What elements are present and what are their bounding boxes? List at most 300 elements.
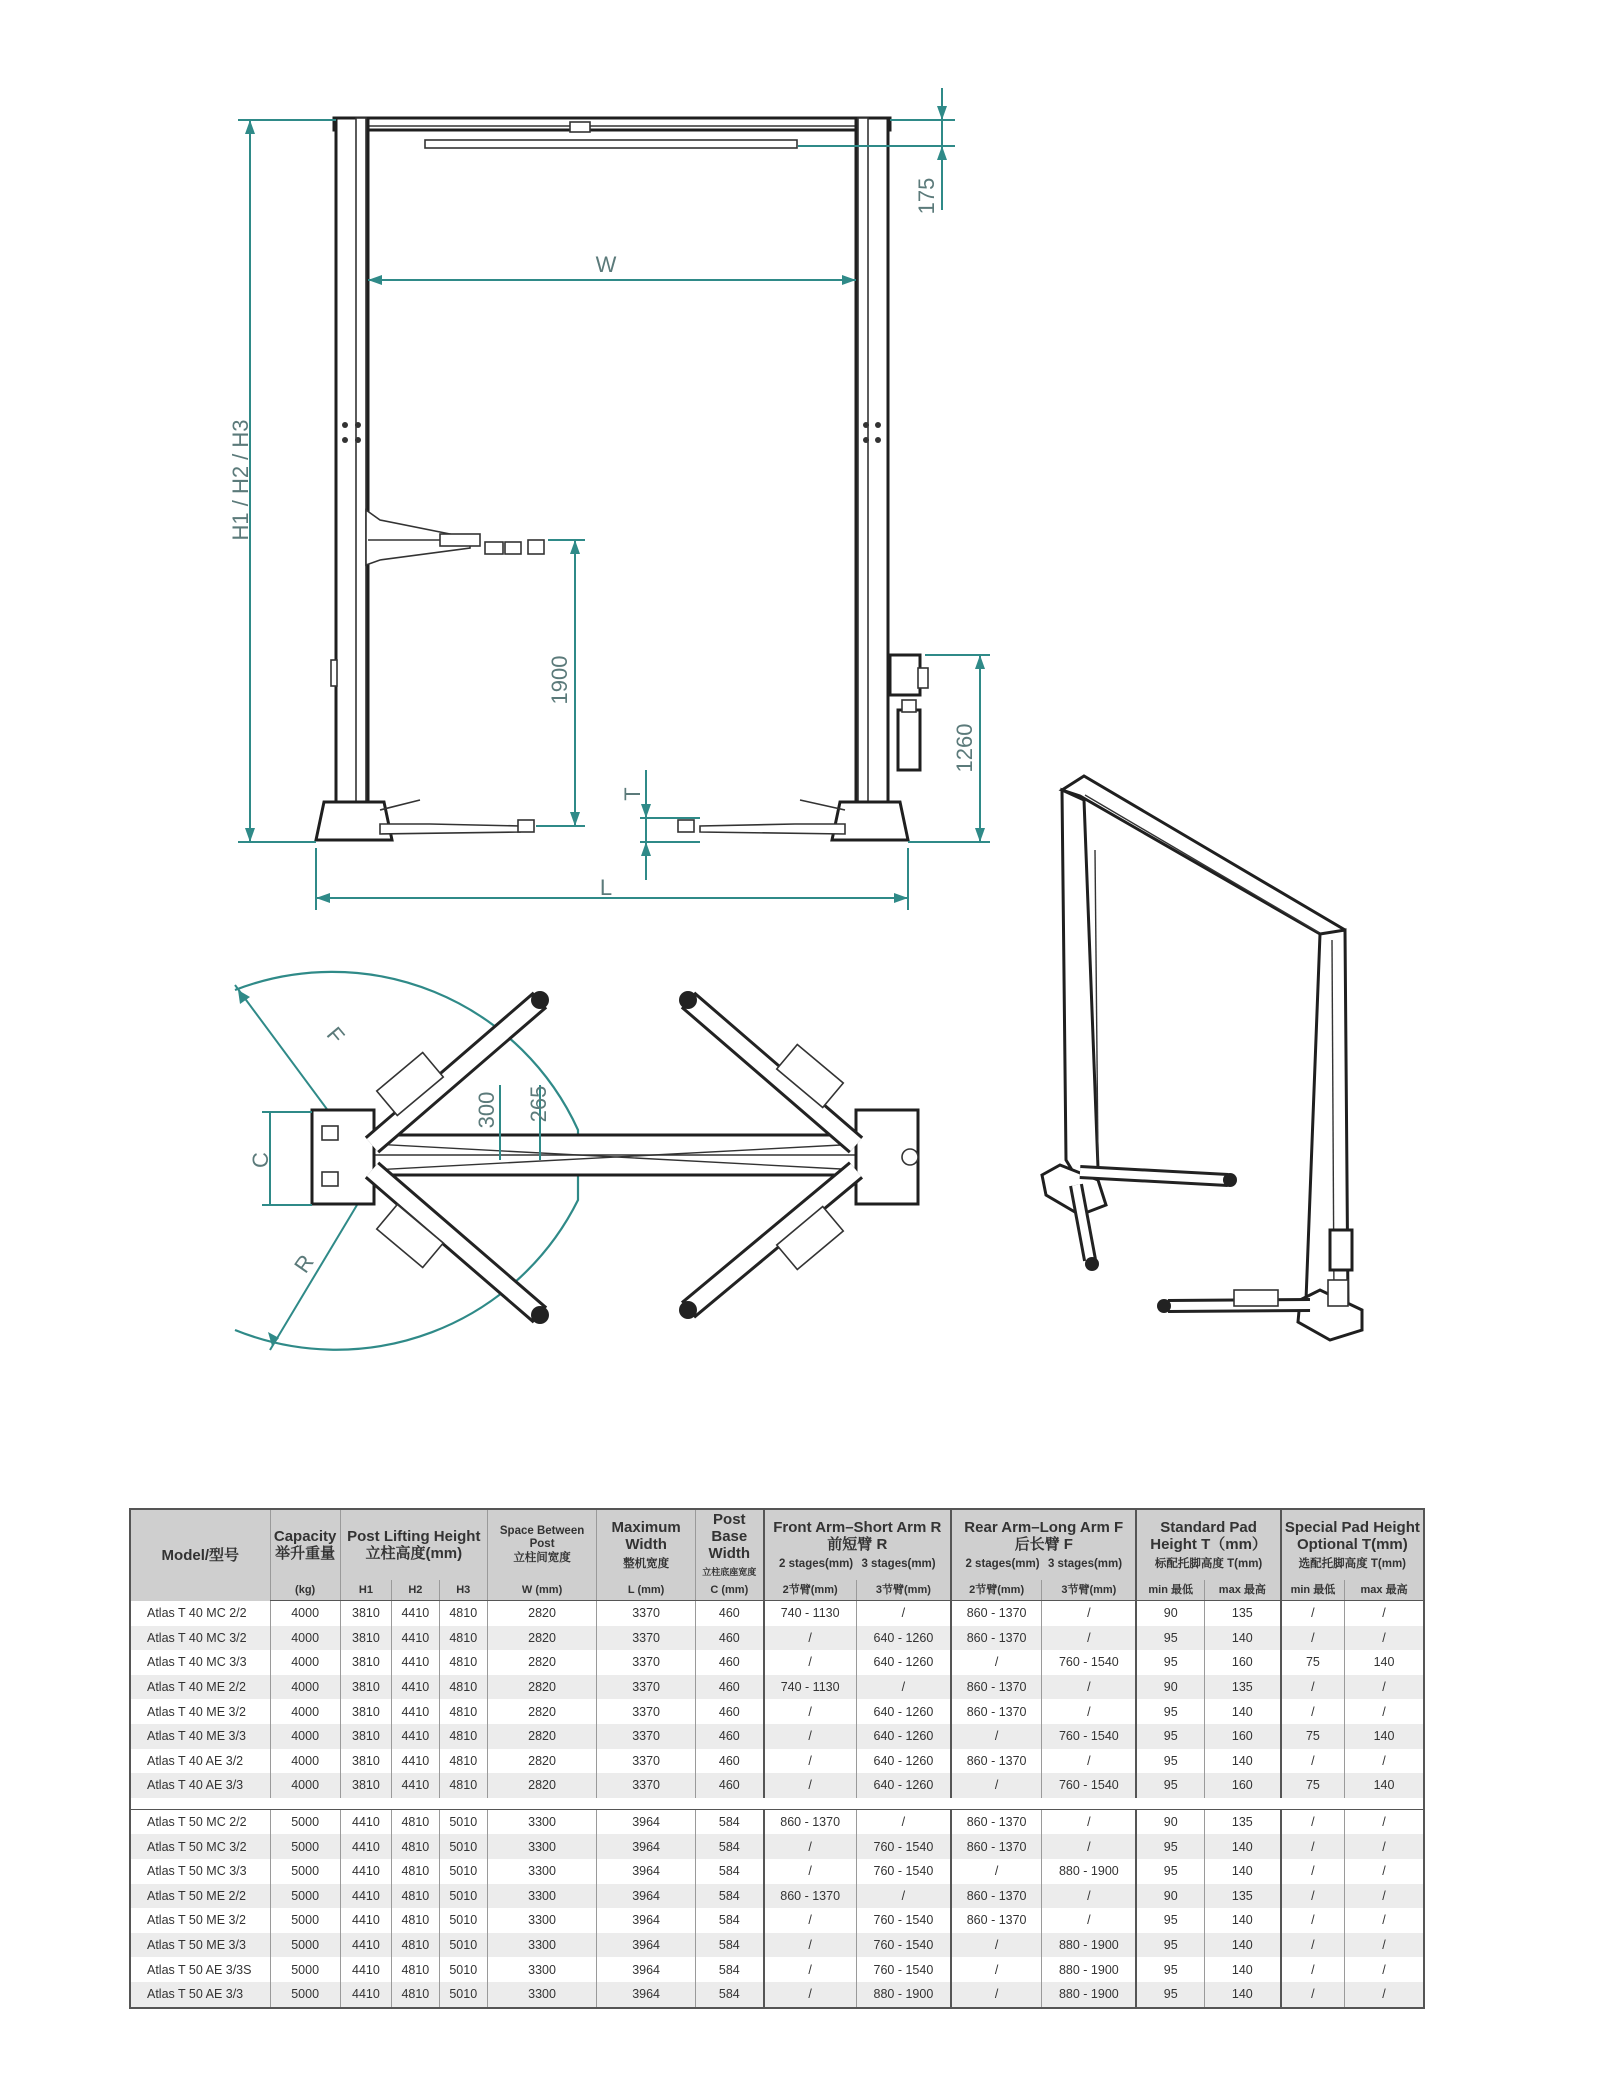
- table-cell: 4000: [270, 1675, 340, 1700]
- table-row: [130, 1749, 1424, 1774]
- dim-175-label: 175: [914, 177, 939, 215]
- table-cell: /: [1345, 1884, 1424, 1909]
- table-cell: 135: [1204, 1675, 1280, 1700]
- unit-h1: H1: [340, 1580, 392, 1601]
- table-cell: 860 - 1370: [764, 1809, 857, 1834]
- table-cell: 4410: [340, 1834, 392, 1859]
- table-cell: /: [1281, 1933, 1345, 1958]
- table-cell: 3810: [340, 1675, 392, 1700]
- table-cell: 584: [696, 1884, 764, 1909]
- table-cell: /: [951, 1982, 1042, 2008]
- table-cell: /: [1345, 1601, 1424, 1626]
- table-cell: /: [951, 1724, 1042, 1749]
- table-row: [130, 1724, 1424, 1749]
- model-cell: Atlas T 50 ME 3/2: [130, 1908, 270, 1933]
- table-cell: 90: [1136, 1809, 1204, 1834]
- table-cell: /: [856, 1601, 951, 1626]
- table-cell: 860 - 1370: [951, 1834, 1042, 1859]
- table-cell: /: [1281, 1957, 1345, 1982]
- table-cell: /: [856, 1675, 951, 1700]
- table-cell: 4810: [439, 1699, 487, 1724]
- table-cell: /: [951, 1650, 1042, 1675]
- lower-right-arm: [678, 800, 845, 834]
- table-cell: 4810: [392, 1982, 439, 2008]
- table-cell: 4410: [392, 1699, 439, 1724]
- table-cell: 860 - 1370: [951, 1699, 1042, 1724]
- table-cell: /: [1281, 1626, 1345, 1651]
- table-cell: /: [1042, 1884, 1137, 1909]
- table-cell: 2820: [487, 1601, 596, 1626]
- table-cell: /: [764, 1749, 857, 1774]
- spec-table: [129, 1508, 1425, 2009]
- table-cell: 2820: [487, 1650, 596, 1675]
- table-row: [130, 1650, 1424, 1675]
- table-cell: 3370: [597, 1601, 696, 1626]
- table-cell: 3964: [597, 1809, 696, 1834]
- table-cell: 4810: [439, 1773, 487, 1798]
- col-max-width: Maximum Width 整机宽度: [597, 1509, 696, 1580]
- table-cell: /: [1281, 1859, 1345, 1884]
- table-cell: 860 - 1370: [951, 1749, 1042, 1774]
- table-cell: 4410: [392, 1675, 439, 1700]
- table-cell: 584: [696, 1982, 764, 2008]
- table-cell: 2820: [487, 1675, 596, 1700]
- table-cell: /: [1281, 1699, 1345, 1724]
- table-cell: 4410: [392, 1650, 439, 1675]
- table-cell: 760 - 1540: [856, 1834, 951, 1859]
- table-cell: /: [1281, 1834, 1345, 1859]
- table-cell: 135: [1204, 1601, 1280, 1626]
- table-cell: 95: [1136, 1957, 1204, 1982]
- table-cell: 95: [1136, 1933, 1204, 1958]
- table-cell: 2820: [487, 1749, 596, 1774]
- table-cell: 4410: [392, 1724, 439, 1749]
- col-space-between-post: Space Between Post 立柱间宽度: [487, 1509, 596, 1580]
- table-cell: 3370: [597, 1773, 696, 1798]
- table-cell: 4000: [270, 1724, 340, 1749]
- table-cell: 880 - 1900: [1042, 1933, 1137, 1958]
- table-cell: 4810: [392, 1957, 439, 1982]
- table-cell: 5010: [439, 1884, 487, 1909]
- shutoff-bar: [425, 140, 797, 148]
- table-cell: 4410: [340, 1809, 392, 1834]
- table-cell: 460: [696, 1601, 764, 1626]
- table-cell: 584: [696, 1834, 764, 1859]
- dim-r-label: R: [289, 1250, 319, 1278]
- table-cell: 140: [1204, 1626, 1280, 1651]
- table-cell: 3370: [597, 1699, 696, 1724]
- table-cell: 860 - 1370: [951, 1601, 1042, 1626]
- table-cell: 3964: [597, 1908, 696, 1933]
- table-cell: 3300: [487, 1933, 596, 1958]
- table-cell: 460: [696, 1749, 764, 1774]
- table-cell: 4810: [392, 1884, 439, 1909]
- table-cell: 95: [1136, 1834, 1204, 1859]
- model-cell: Atlas T 50 ME 2/2: [130, 1884, 270, 1909]
- table-cell: 860 - 1370: [951, 1908, 1042, 1933]
- table-cell: 140: [1204, 1982, 1280, 2008]
- table-cell: 160: [1204, 1724, 1280, 1749]
- table-cell: 5000: [270, 1809, 340, 1834]
- table-cell: 740 - 1130: [764, 1675, 857, 1700]
- table-cell: 95: [1136, 1749, 1204, 1774]
- table-cell: 4410: [340, 1859, 392, 1884]
- model-cell: Atlas T 40 ME 2/2: [130, 1675, 270, 1700]
- table-cell: /: [764, 1908, 857, 1933]
- unit-kg: (kg): [270, 1580, 340, 1601]
- table-cell: 3810: [340, 1699, 392, 1724]
- col-capacity: Capacity 举升重量: [270, 1509, 340, 1580]
- dim-l-label: L: [599, 875, 613, 900]
- table-cell: 95: [1136, 1908, 1204, 1933]
- model-cell: Atlas T 40 MC 2/2: [130, 1601, 270, 1626]
- table-cell: 5000: [270, 1884, 340, 1909]
- table-cell: 95: [1136, 1773, 1204, 1798]
- table-cell: /: [951, 1933, 1042, 1958]
- table-cell: 140: [1204, 1933, 1280, 1958]
- model-cell: Atlas T 50 AE 3/3S: [130, 1957, 270, 1982]
- table-cell: 4000: [270, 1626, 340, 1651]
- table-cell: 90: [1136, 1601, 1204, 1626]
- table-cell: 4810: [392, 1933, 439, 1958]
- unit-h3: H3: [439, 1580, 487, 1601]
- dim-c-label: C: [248, 1152, 273, 1168]
- table-cell: 4810: [439, 1675, 487, 1700]
- table-cell: 3370: [597, 1749, 696, 1774]
- table-cell: 5000: [270, 1933, 340, 1958]
- table-cell: 4410: [340, 1908, 392, 1933]
- table-cell: 140: [1204, 1908, 1280, 1933]
- table-cell: 3810: [340, 1626, 392, 1651]
- model-cell: Atlas T 50 MC 3/2: [130, 1834, 270, 1859]
- table-cell: 460: [696, 1650, 764, 1675]
- table-cell: 3964: [597, 1884, 696, 1909]
- col-standard-pad: Standard Pad Height T（mm） 标配托脚高度 T(mm): [1136, 1509, 1280, 1580]
- table-cell: /: [1281, 1982, 1345, 2008]
- lower-left-arm: [380, 800, 534, 834]
- dim-f-label: F: [321, 1021, 350, 1049]
- table-cell: 2820: [487, 1773, 596, 1798]
- table-cell: /: [1345, 1749, 1424, 1774]
- table-row: [130, 1699, 1424, 1724]
- table-cell: /: [1345, 1957, 1424, 1982]
- table-cell: 760 - 1540: [1042, 1724, 1137, 1749]
- table-cell: 460: [696, 1675, 764, 1700]
- table-cell: 135: [1204, 1884, 1280, 1909]
- top-view: [235, 972, 918, 1350]
- table-cell: 3964: [597, 1834, 696, 1859]
- table-cell: /: [1042, 1908, 1137, 1933]
- unit-l: L (mm): [597, 1580, 696, 1601]
- table-cell: 640 - 1260: [856, 1749, 951, 1774]
- table-row: [130, 1859, 1424, 1884]
- table-cell: 95: [1136, 1724, 1204, 1749]
- unit-rear-2: 2节臂(mm): [951, 1580, 1042, 1601]
- table-cell: 4000: [270, 1699, 340, 1724]
- table-cell: 140: [1345, 1650, 1424, 1675]
- table-row: [130, 1957, 1424, 1982]
- table-cell: /: [1042, 1601, 1137, 1626]
- table-cell: /: [1042, 1699, 1137, 1724]
- table-row: [130, 1933, 1424, 1958]
- table-cell: 3300: [487, 1957, 596, 1982]
- table-cell: 460: [696, 1699, 764, 1724]
- dim-t-label: T: [620, 787, 645, 801]
- table-cell: 3300: [487, 1834, 596, 1859]
- table-cell: 3964: [597, 1859, 696, 1884]
- table-row: [130, 1626, 1424, 1651]
- table-cell: /: [1345, 1908, 1424, 1933]
- table-cell: /: [951, 1773, 1042, 1798]
- table-cell: 90: [1136, 1884, 1204, 1909]
- unit-front-2: 2节臂(mm): [764, 1580, 857, 1601]
- col-rear-arm: Rear Arm–Long Arm F 后长臂 F 2 stages(mm) 3 stages(mm): [951, 1509, 1136, 1580]
- table-cell: 5000: [270, 1859, 340, 1884]
- table-row: [130, 1601, 1424, 1626]
- col-base-width: Post Base Width 立柱底座宽度: [696, 1509, 764, 1580]
- isometric-view: [1042, 776, 1362, 1340]
- table-cell: 2820: [487, 1699, 596, 1724]
- table-cell: 880 - 1900: [1042, 1859, 1137, 1884]
- table-cell: 640 - 1260: [856, 1699, 951, 1724]
- table-cell: 4410: [392, 1626, 439, 1651]
- table-cell: 3300: [487, 1809, 596, 1834]
- table-cell: 95: [1136, 1626, 1204, 1651]
- table-cell: /: [764, 1933, 857, 1958]
- table-cell: 4410: [340, 1884, 392, 1909]
- table-cell: 75: [1281, 1724, 1345, 1749]
- table-cell: 3810: [340, 1773, 392, 1798]
- table-cell: 880 - 1900: [1042, 1957, 1137, 1982]
- table-cell: 140: [1345, 1773, 1424, 1798]
- table-cell: 4410: [392, 1749, 439, 1774]
- table-cell: 3810: [340, 1650, 392, 1675]
- table-cell: 4410: [340, 1933, 392, 1958]
- table-cell: 860 - 1370: [951, 1809, 1042, 1834]
- model-cell: Atlas T 40 AE 3/2: [130, 1749, 270, 1774]
- model-cell: Atlas T 40 ME 3/2: [130, 1699, 270, 1724]
- table-cell: 5000: [270, 1982, 340, 2008]
- table-cell: 460: [696, 1724, 764, 1749]
- table-cell: 3810: [340, 1601, 392, 1626]
- table-row: [130, 1834, 1424, 1859]
- table-cell: 860 - 1370: [764, 1884, 857, 1909]
- table-cell: 860 - 1370: [951, 1675, 1042, 1700]
- table-cell: /: [1345, 1933, 1424, 1958]
- table-cell: 4810: [439, 1749, 487, 1774]
- table-cell: /: [764, 1773, 857, 1798]
- spec-group-t50: [130, 1798, 1424, 2008]
- table-cell: 5010: [439, 1933, 487, 1958]
- table-cell: 4410: [392, 1601, 439, 1626]
- table-cell: 5010: [439, 1859, 487, 1884]
- model-cell: Atlas T 40 MC 3/2: [130, 1626, 270, 1651]
- table-row: [130, 1809, 1424, 1834]
- table-cell: 5000: [270, 1908, 340, 1933]
- col-special-pad: Special Pad Height Optional T(mm) 选配托脚高度 T(mm): [1281, 1509, 1424, 1580]
- unit-front-3: 3节臂(mm): [856, 1580, 951, 1601]
- model-cell: Atlas T 50 MC 3/3: [130, 1859, 270, 1884]
- table-cell: 860 - 1370: [951, 1626, 1042, 1651]
- table-cell: 860 - 1370: [951, 1884, 1042, 1909]
- unit-std-min: min 最低: [1136, 1580, 1204, 1601]
- table-cell: /: [764, 1982, 857, 2008]
- table-cell: 4810: [392, 1834, 439, 1859]
- table-cell: 4810: [392, 1908, 439, 1933]
- table-cell: 5010: [439, 1834, 487, 1859]
- table-cell: 640 - 1260: [856, 1724, 951, 1749]
- table-cell: 584: [696, 1809, 764, 1834]
- table-cell: 3370: [597, 1675, 696, 1700]
- table-cell: /: [1281, 1884, 1345, 1909]
- dim-265-label: 265: [526, 1085, 551, 1123]
- table-cell: 4810: [392, 1809, 439, 1834]
- table-cell: 4410: [340, 1982, 392, 2008]
- left-plate: [312, 1110, 374, 1204]
- group-separator: [130, 1798, 1424, 1810]
- dim-h-label: H1 / H2 / H3: [228, 419, 253, 541]
- table-row: [130, 1982, 1424, 2008]
- model-cell: Atlas T 50 ME 3/3: [130, 1933, 270, 1958]
- model-cell: Atlas T 50 AE 3/3: [130, 1982, 270, 2008]
- unit-std-max: max 最高: [1204, 1580, 1280, 1601]
- col-front-arm: Front Arm–Short Arm R 前短臂 R 2 stages(mm) 3 stages(mm): [764, 1509, 952, 1580]
- table-cell: 3964: [597, 1982, 696, 2008]
- table-cell: 584: [696, 1933, 764, 1958]
- table-cell: /: [1042, 1675, 1137, 1700]
- table-cell: 3370: [597, 1724, 696, 1749]
- table-cell: 90: [1136, 1675, 1204, 1700]
- table-cell: 4410: [392, 1773, 439, 1798]
- table-cell: /: [764, 1650, 857, 1675]
- table-cell: 4000: [270, 1601, 340, 1626]
- table-cell: 3300: [487, 1982, 596, 2008]
- table-cell: 5010: [439, 1982, 487, 2008]
- table-cell: 4000: [270, 1773, 340, 1798]
- table-cell: 160: [1204, 1773, 1280, 1798]
- model-cell: Atlas T 40 AE 3/3: [130, 1773, 270, 1798]
- table-cell: 460: [696, 1773, 764, 1798]
- table-cell: 880 - 1900: [1042, 1982, 1137, 2008]
- unit-rear-3: 3节臂(mm): [1042, 1580, 1137, 1601]
- table-cell: /: [1281, 1749, 1345, 1774]
- col-lift-height: Post Lifting Height 立柱高度(mm): [340, 1509, 487, 1580]
- table-cell: /: [764, 1626, 857, 1651]
- table-cell: 4810: [439, 1724, 487, 1749]
- model-cell: Atlas T 50 MC 2/2: [130, 1809, 270, 1834]
- table-cell: 5010: [439, 1809, 487, 1834]
- table-cell: 95: [1136, 1982, 1204, 2008]
- table-cell: /: [1281, 1908, 1345, 1933]
- table-cell: 140: [1204, 1834, 1280, 1859]
- table-cell: /: [1345, 1626, 1424, 1651]
- table-cell: /: [1345, 1675, 1424, 1700]
- table-cell: /: [764, 1859, 857, 1884]
- table-cell: 95: [1136, 1859, 1204, 1884]
- front-view: [228, 88, 990, 910]
- table-cell: /: [1345, 1982, 1424, 2008]
- table-cell: 640 - 1260: [856, 1650, 951, 1675]
- table-cell: 140: [1345, 1724, 1424, 1749]
- col-model: Model/型号: [130, 1509, 270, 1601]
- table-cell: 140: [1204, 1957, 1280, 1982]
- table-cell: 3370: [597, 1650, 696, 1675]
- table-cell: 760 - 1540: [1042, 1650, 1137, 1675]
- table-cell: /: [764, 1957, 857, 1982]
- table-cell: 3300: [487, 1859, 596, 1884]
- table-cell: /: [951, 1957, 1042, 1982]
- table-cell: /: [1345, 1699, 1424, 1724]
- table-cell: 2820: [487, 1724, 596, 1749]
- raised-arm: [366, 510, 544, 565]
- table-cell: /: [1345, 1809, 1424, 1834]
- table-cell: 4810: [439, 1626, 487, 1651]
- table-row: [130, 1908, 1424, 1933]
- table-cell: /: [1042, 1809, 1137, 1834]
- table-cell: /: [764, 1834, 857, 1859]
- table-cell: 140: [1204, 1859, 1280, 1884]
- table-cell: /: [856, 1809, 951, 1834]
- table-cell: 760 - 1540: [856, 1957, 951, 1982]
- table-row: [130, 1884, 1424, 1909]
- dim-w-label: W: [595, 252, 617, 277]
- table-cell: 740 - 1130: [764, 1601, 857, 1626]
- table-cell: /: [1281, 1809, 1345, 1834]
- table-row: [130, 1675, 1424, 1700]
- table-cell: 2820: [487, 1626, 596, 1651]
- table-cell: 4810: [439, 1601, 487, 1626]
- table-cell: /: [764, 1724, 857, 1749]
- table-cell: 3300: [487, 1908, 596, 1933]
- dim-1900-label: 1900: [547, 655, 572, 705]
- table-cell: 3964: [597, 1933, 696, 1958]
- table-cell: /: [764, 1699, 857, 1724]
- table-cell: /: [1042, 1626, 1137, 1651]
- table-cell: /: [1281, 1601, 1345, 1626]
- power-unit: [890, 655, 928, 770]
- table-row: [130, 1773, 1424, 1798]
- table-cell: 3370: [597, 1626, 696, 1651]
- table-cell: 140: [1204, 1749, 1280, 1774]
- table-cell: 584: [696, 1859, 764, 1884]
- table-cell: 140: [1204, 1699, 1280, 1724]
- table-cell: 4000: [270, 1650, 340, 1675]
- table-cell: 760 - 1540: [856, 1933, 951, 1958]
- table-cell: 3810: [340, 1749, 392, 1774]
- table-cell: /: [1042, 1834, 1137, 1859]
- table-cell: 3810: [340, 1724, 392, 1749]
- table-cell: 5000: [270, 1957, 340, 1982]
- table-cell: /: [1042, 1749, 1137, 1774]
- top-beam: [334, 118, 890, 130]
- unit-c: C (mm): [696, 1580, 764, 1601]
- table-cell: 5000: [270, 1834, 340, 1859]
- table-cell: /: [951, 1859, 1042, 1884]
- dim-300-label: 300: [474, 1091, 499, 1129]
- dim-1260-label: 1260: [952, 723, 977, 773]
- table-cell: 640 - 1260: [856, 1626, 951, 1651]
- table-cell: 4810: [439, 1650, 487, 1675]
- table-cell: 584: [696, 1908, 764, 1933]
- model-cell: Atlas T 40 ME 3/3: [130, 1724, 270, 1749]
- table-cell: 5010: [439, 1908, 487, 1933]
- table-cell: 160: [1204, 1650, 1280, 1675]
- table-cell: 4810: [392, 1859, 439, 1884]
- table-cell: 760 - 1540: [856, 1859, 951, 1884]
- table-cell: 75: [1281, 1650, 1345, 1675]
- table-cell: 640 - 1260: [856, 1773, 951, 1798]
- table-cell: /: [1345, 1834, 1424, 1859]
